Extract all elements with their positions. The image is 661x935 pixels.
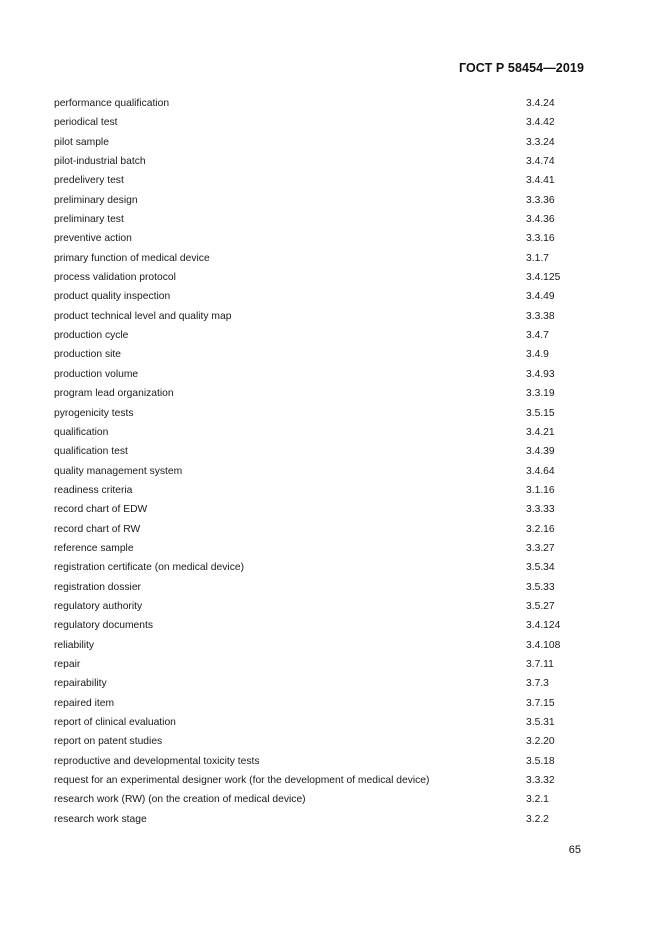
- index-term: pilot-industrial batch: [54, 156, 146, 168]
- index-entry: [54, 326, 584, 345]
- index-reference: 3.4.21: [526, 426, 555, 438]
- index-reference: 3.5.31: [526, 717, 555, 728]
- index-entry: [54, 500, 584, 519]
- index-reference: 3.3.33: [526, 504, 555, 516]
- index-reference: 3.4.124: [526, 620, 561, 632]
- index-reference: 3.3.19: [526, 388, 555, 400]
- index-reference: 3.4.108: [526, 639, 561, 651]
- index-reference: 3.3.32: [526, 775, 555, 787]
- index-entry: [54, 268, 584, 287]
- index-reference: 3.3.16: [526, 233, 555, 245]
- index-entry: [54, 732, 584, 751]
- index-entry: [54, 210, 584, 229]
- index-reference: 3.1.16: [526, 484, 555, 496]
- index-entry: [54, 307, 584, 326]
- index-reference: 3.4.39: [526, 446, 555, 458]
- index-reference: 3.4.74: [526, 156, 555, 168]
- index-term: program lead organization: [54, 388, 174, 400]
- index-entry: [54, 113, 584, 132]
- index-reference: 3.4.7: [526, 330, 549, 342]
- index-term: repaired item: [54, 697, 115, 709]
- index-reference: 3.4.9: [526, 349, 549, 361]
- standard-identifier: ГОСТ Р 58454—2019: [458, 61, 584, 75]
- index-term: preliminary design: [54, 194, 138, 206]
- index-reference: 3.4.36: [526, 214, 555, 226]
- index-term: readiness criteria: [54, 484, 133, 496]
- index-term: registration certificate (on medical device): [54, 562, 244, 574]
- index-entry: [54, 481, 584, 500]
- index-entry: [54, 171, 584, 190]
- index-term: predelivery test: [54, 175, 124, 187]
- index-reference: 3.4.64: [526, 465, 555, 477]
- index-entry: [54, 597, 584, 616]
- index-reference: 3.7.15: [526, 697, 555, 709]
- index-reference: 3.5.34: [526, 562, 555, 574]
- index-entry: [54, 384, 584, 403]
- index-term: regulatory authority: [54, 600, 143, 612]
- index-entry: [54, 442, 584, 461]
- index-entry: [54, 423, 584, 442]
- index-term: product technical level and quality map: [54, 310, 232, 322]
- index-entry: [54, 249, 584, 268]
- index-entry: [54, 462, 584, 481]
- index-reference: 3.4.49: [526, 291, 555, 303]
- index-entry: [54, 94, 584, 113]
- index-term: record chart of RW: [54, 523, 141, 535]
- index-reference: 3.5.33: [526, 581, 555, 593]
- term-index-list: [54, 94, 584, 829]
- index-reference: 3.2.20: [526, 736, 555, 748]
- index-entry: [54, 616, 584, 635]
- index-reference: 3.3.36: [526, 194, 555, 206]
- index-entry: [54, 345, 584, 364]
- index-entry: [54, 558, 584, 577]
- index-reference: 3.5.18: [526, 755, 555, 767]
- index-term: product quality inspection: [54, 291, 171, 303]
- index-reference: 3.2.16: [526, 523, 555, 535]
- index-term: process validation protocol: [54, 272, 176, 284]
- index-reference: 3.1.7: [526, 252, 549, 264]
- index-entry: [54, 636, 584, 655]
- index-term: reliability: [54, 639, 95, 651]
- index-term: preventive action: [54, 233, 132, 245]
- index-reference: 3.4.42: [526, 117, 555, 129]
- index-term: pilot sample: [54, 136, 109, 148]
- index-reference: 3.5.15: [526, 407, 555, 419]
- index-reference: 3.7.11: [526, 658, 554, 670]
- index-term: research work stage: [54, 813, 147, 825]
- index-entry: [54, 578, 584, 597]
- index-entry: [54, 713, 584, 732]
- index-term: production volume: [54, 368, 139, 380]
- index-entry: [54, 133, 584, 152]
- index-term: qualification: [54, 426, 109, 438]
- index-entry: [54, 152, 584, 171]
- index-term: performance qualification: [54, 98, 170, 109]
- index-term: regulatory documents: [54, 620, 154, 632]
- index-term: report on patent studies: [54, 736, 163, 748]
- index-entry: [54, 539, 584, 558]
- index-term: preliminary test: [54, 214, 124, 226]
- index-entry: [54, 810, 584, 829]
- index-reference: 3.3.24: [526, 136, 555, 148]
- index-term: reproductive and developmental toxicity tests: [54, 755, 260, 767]
- index-reference: 3.4.41: [526, 175, 555, 187]
- index-reference: 3.7.3: [526, 678, 549, 690]
- index-term: reference sample: [54, 542, 134, 554]
- index-reference: 3.4.93: [526, 368, 555, 380]
- page-number: 65: [568, 844, 581, 856]
- index-term: record chart of EDW: [54, 504, 148, 516]
- index-reference: 3.3.27: [526, 542, 555, 554]
- index-reference: 3.3.38: [526, 310, 555, 322]
- index-term: report of clinical evaluation: [54, 717, 176, 728]
- index-term: qualification test: [54, 446, 128, 458]
- index-term: primary function of medical device: [54, 252, 210, 264]
- index-reference: 3.4.125: [526, 272, 561, 284]
- index-reference: 3.4.24: [526, 98, 555, 109]
- index-entry: [54, 404, 584, 423]
- index-entry: [54, 694, 584, 713]
- index-entry: [54, 674, 584, 693]
- index-entry: [54, 771, 584, 790]
- index-term: request for an experimental designer work (for the development of medical device): [54, 775, 430, 787]
- index-entry: [54, 752, 584, 771]
- index-entry: [54, 229, 584, 248]
- index-reference: 3.2.2: [526, 813, 549, 825]
- index-entry: [54, 191, 584, 210]
- index-reference: 3.5.27: [526, 600, 555, 612]
- index-term: periodical test: [54, 117, 118, 129]
- index-entry: [54, 520, 584, 539]
- index-term: repair: [54, 658, 81, 670]
- index-term: pyrogenicity tests: [54, 407, 134, 419]
- index-term: quality management system: [54, 465, 183, 477]
- index-term: repairability: [54, 678, 107, 690]
- index-entry: [54, 655, 584, 674]
- index-entry: [54, 790, 584, 809]
- index-term: research work (RW) (on the creation of medical device): [54, 794, 306, 806]
- index-entry: [54, 365, 584, 384]
- index-term: production site: [54, 349, 121, 361]
- index-reference: 3.2.1: [526, 794, 549, 806]
- index-entry: [54, 287, 584, 306]
- index-term: registration dossier: [54, 581, 141, 593]
- index-term: production cycle: [54, 330, 129, 342]
